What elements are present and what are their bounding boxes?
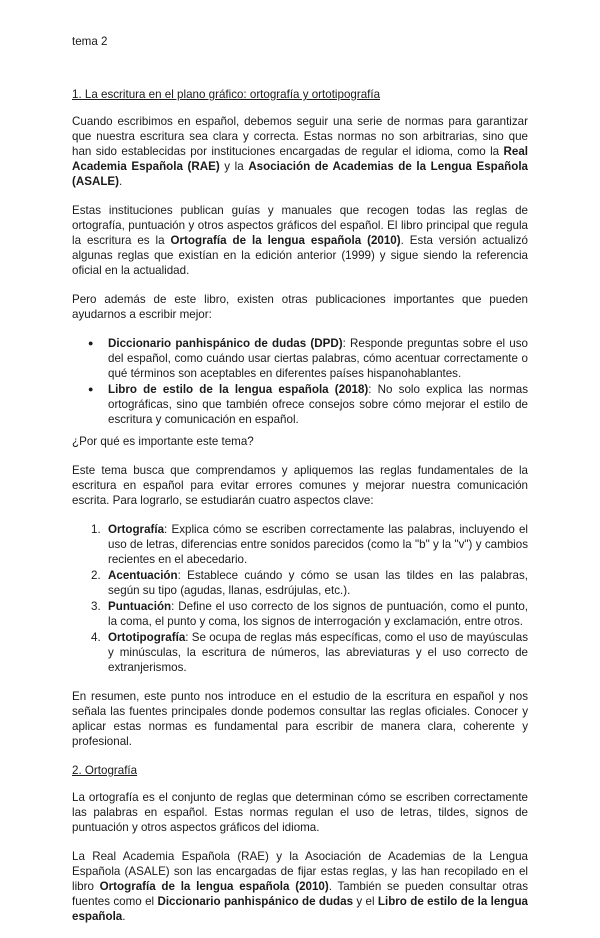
list-number: 2.: [91, 569, 101, 582]
dpd-name: Diccionario panhispánico de dudas: [157, 895, 354, 908]
list-item-title: Ortografía: [108, 523, 165, 536]
document-content: [72, 34, 528, 938]
section-1-paragraph-5: En resumen, este punto nos introduce en el estudio de la escritura en español y nos señala las fuentes principales donde podemos consultar las reglas oficiales. Conocer y aplicar estas normas es fundamental para escribir de manera clara, coherente y profesional.: [72, 690, 528, 748]
aspects-list: [72, 522, 528, 675]
ortografia-book-title: Ortografía de la lengua española (2010): [99, 880, 329, 893]
section-1-paragraph-1: Cuando escribimos en español, debemos seguir una serie de normas para garantizar que nuestra escritura sea clara y correcta. Estas normas no son arbitrarias, sino que han sido establecidas por instituciones encargadas de regular el idioma, como la Real Academia Española (RAE) y la Asociación de Academias de la Lengua Española (ASALE).: [72, 115, 529, 188]
list-item-text: : Explica cómo se escriben correctamente las palabras, incluyendo el uso de letras, diferencias entre sonidos parecidos (como la "b" y la "v") y cambios recientes en el abecedario.: [108, 523, 528, 566]
list-item: [72, 568, 528, 598]
list-number: 4.: [91, 631, 101, 644]
section-1-paragraph-4: Este tema busca que comprendamos y apliquemos las reglas fundamentales de la escritura en español para evitar errores comunes y mejorar nuestra comunicación escrita. Para lograrlo, se estudiarán cuatro aspectos clave:: [72, 464, 528, 507]
section-1-paragraph-2: Estas instituciones publican guías y manuales que recogen todas las reglas de ortografía, puntuación y otros aspectos gráficos del español. El libro principal que regula la escritura es la Ortografía de la lengua española (2010). Esta versión actualizó algunas reglas que existían en la edición anterior (1999) y sigue siendo la referencia oficial en la actualidad.: [72, 204, 529, 277]
list-item-title: Puntuación: [108, 600, 172, 613]
bullet-icon: ●: [88, 338, 94, 348]
section-1-paragraph-3: Pero además de este libro, existen otras publicaciones importantes que pueden ayudarnos a escribir mejor:: [72, 293, 528, 321]
ortografia-book-title: Ortografía de la lengua española (2010): [170, 234, 401, 247]
section-2-paragraph-1: La ortografía es el conjunto de reglas que determinan cómo se escriben correctamente las palabras en español. Estas normas regulan el uso de letras, tildes, signos de puntuación y otros aspectos gráficos del idioma.: [72, 791, 528, 834]
list-item: [72, 336, 528, 381]
list-item-text: : Define el uso correcto de los signos de puntuación, como el punto, la coma, el punto y coma, los signos de interrogación y exclamación, entre otros.: [108, 600, 528, 628]
list-item-text: : Se ocupa de reglas más específicas, como el uso de mayúsculas y minúsculas, la escritura de números, las abreviaturas y el uso correcto de extranjerismos.: [108, 631, 528, 674]
list-item: [72, 382, 528, 427]
list-item-text: : No solo explica las normas ortográficas, sino que también ofrece consejos sobre cómo mejorar el estilo de escritura y comunicación en español.: [108, 383, 529, 426]
libro-estilo-name: Libro de estilo de la lengua española: [72, 895, 528, 923]
question-heading: ¿Por qué es importante este tema?: [72, 435, 254, 448]
list-item-title: Libro de estilo de la lengua española (2018): [108, 383, 369, 396]
bullet-icon: ●: [88, 384, 94, 394]
rae-name: Real Academia Española (RAE): [72, 145, 528, 173]
list-item-title: Diccionario panhispánico de dudas (DPD): [108, 337, 343, 350]
document-header: tema 2: [72, 35, 108, 48]
list-number: 1.: [91, 523, 101, 536]
list-item: [72, 599, 528, 629]
list-item-title: Acentuación: [108, 569, 178, 582]
list-item: [72, 630, 528, 675]
list-item-title: Ortotipografía: [108, 631, 186, 644]
list-item-text: : Establece cuándo y cómo se usan las tildes en las palabras, según su tipo (agudas, llanas, esdrújulas, etc.).: [108, 569, 528, 597]
section-2-title: 2. Ortografía: [72, 764, 138, 777]
list-item: [72, 522, 528, 567]
asale-name: Asociación de Academias de la Lengua Española (ASALE): [72, 160, 529, 188]
list-item-text: : Responde preguntas sobre el uso del español, como cuándo usar ciertas palabras, cómo acentuar correctamente o qué términos son aceptables en diferentes países hispanohablantes.: [108, 337, 528, 380]
publications-list: [72, 336, 528, 427]
section-2-paragraph-2: La Real Academia Española (RAE) y la Asociación de Academias de la Lengua Española (ASALE) son las encargadas de fijar estas reglas, y las han recopilado en el libro Ortografía de la lengua española (2010). También se pueden consultar otras fuentes como el Diccionario panhispánico de dudas y el Libro de estilo de la lengua española.: [72, 850, 528, 923]
list-number: 3.: [91, 600, 101, 613]
section-1-title: 1. La escritura en el plano gráfico: ortografía y ortotipografía: [72, 88, 381, 101]
